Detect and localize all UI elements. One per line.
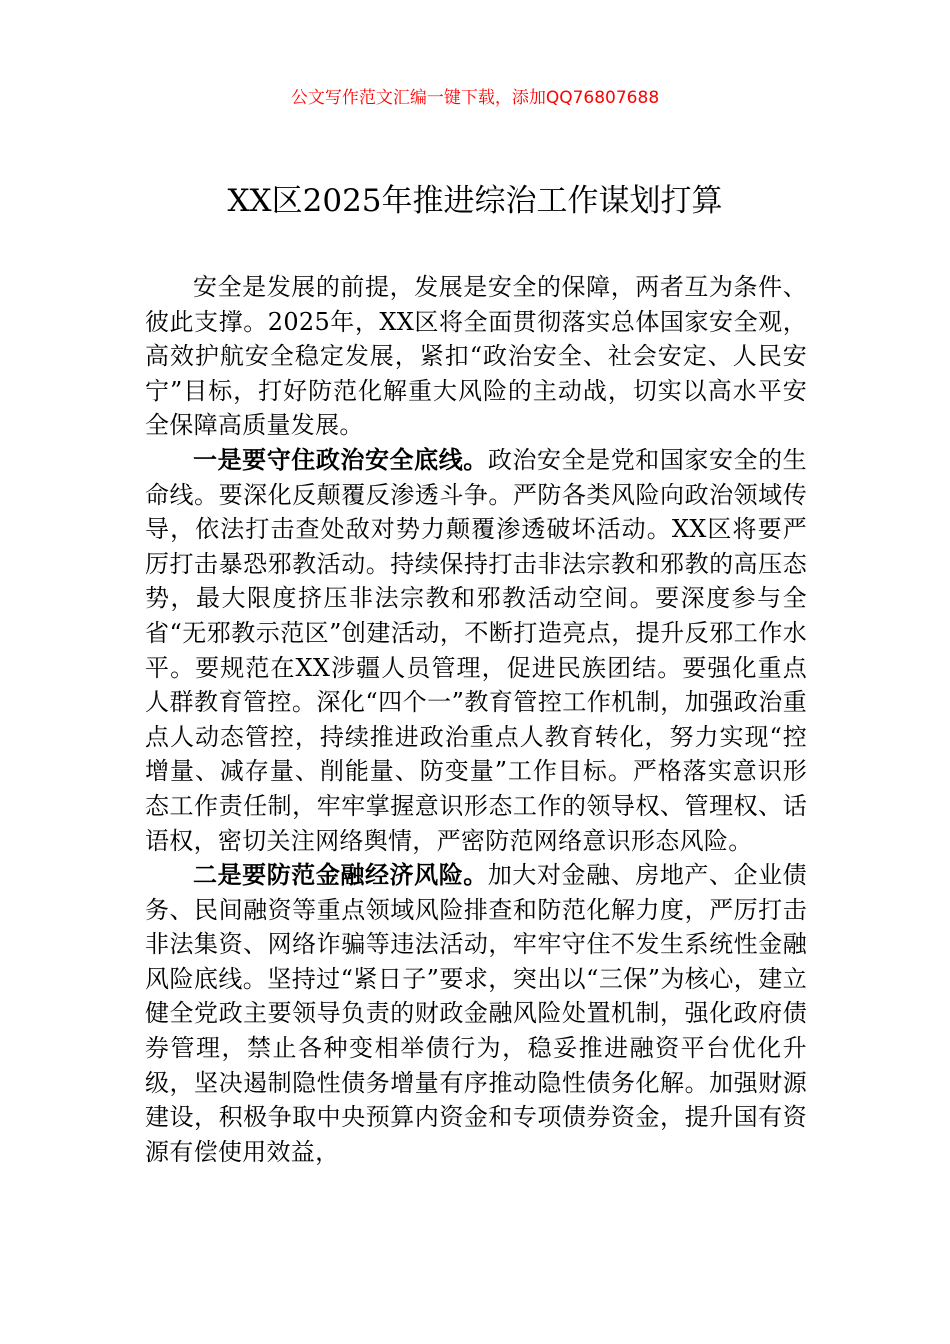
- paragraph-political-security-lead: 一是要守住政治安全底线。: [193, 444, 488, 474]
- document-title: XX区2025年推进综治工作谋划打算: [227, 183, 723, 219]
- paragraph-intro: [145, 270, 807, 443]
- paragraph-financial-risk: [145, 858, 807, 1169]
- paragraph-political-security: [145, 443, 807, 858]
- paragraph-financial-risk-lead: 二是要防范金融经济风险。: [193, 860, 488, 890]
- paragraph-intro-text: 安全是发展的前提，发展是安全的保障，两者互为条件、彼此支撑。2025年，XX区将全面贯彻落实总体国家安全观，高效护航安全稳定发展，紧扣“政治安全、社会安定、人民安宁”目标，打好防范化解重大风险的主动战，切实以高水平安全保障高质量发展。: [145, 273, 807, 440]
- header-note: 公文写作范文汇编一键下载，添加QQ76807688: [290, 88, 660, 108]
- paragraph-financial-risk-text: 加大对金融、房地产、企业债务、民间融资等重点领域风险排查和防范化解力度，严厉打击非法集资、网络诈骗等违法活动，牢牢守住不发生系统性金融风险底线。坚持过“紧日子”要求，突出以“三保”为核心，建立健全党政主要领导负责的财政金融风险处置机制，强化政府债券管理，禁止各种变相举债行为，稳妥推进融资平台优化升级，坚决遏制隐性债务增量有序推动隐性债务化解。加强财源建设，积极争取中央预算内资金和专项债券资金，提升国有资源有偿使用效益，: [145, 861, 807, 1166]
- document-body: [145, 270, 807, 1169]
- paragraph-political-security-text: 政治安全是党和国家安全的生命线。要深化反颠覆反渗透斗争。严防各类风险向政治领域传导，依法打击查处敌对势力颠覆渗透破坏活动。XX区将要严厉打击暴恐邪教活动。持续保持打击非法宗教和邪教的高压态势，最大限度挤压非法宗教和邪教活动空间。要深度参与全省“无邪教示范区”创建活动，不断打造亮点，提升反邪工作水平。要规范在XX涉疆人员管理，促进民族团结。要强化重点人群教育管控。深化“四个一”教育管控工作机制，加强政治重点人动态管控，持续推进政治重点人教育转化，努力实现“控增量、减存量、削能量、防变量”工作目标。严格落实意识形态工作责任制，牢牢掌握意识形态工作的领导权、管理权、话语权，密切关注网络舆情，严密防范网络意识形态风险。: [145, 445, 807, 855]
